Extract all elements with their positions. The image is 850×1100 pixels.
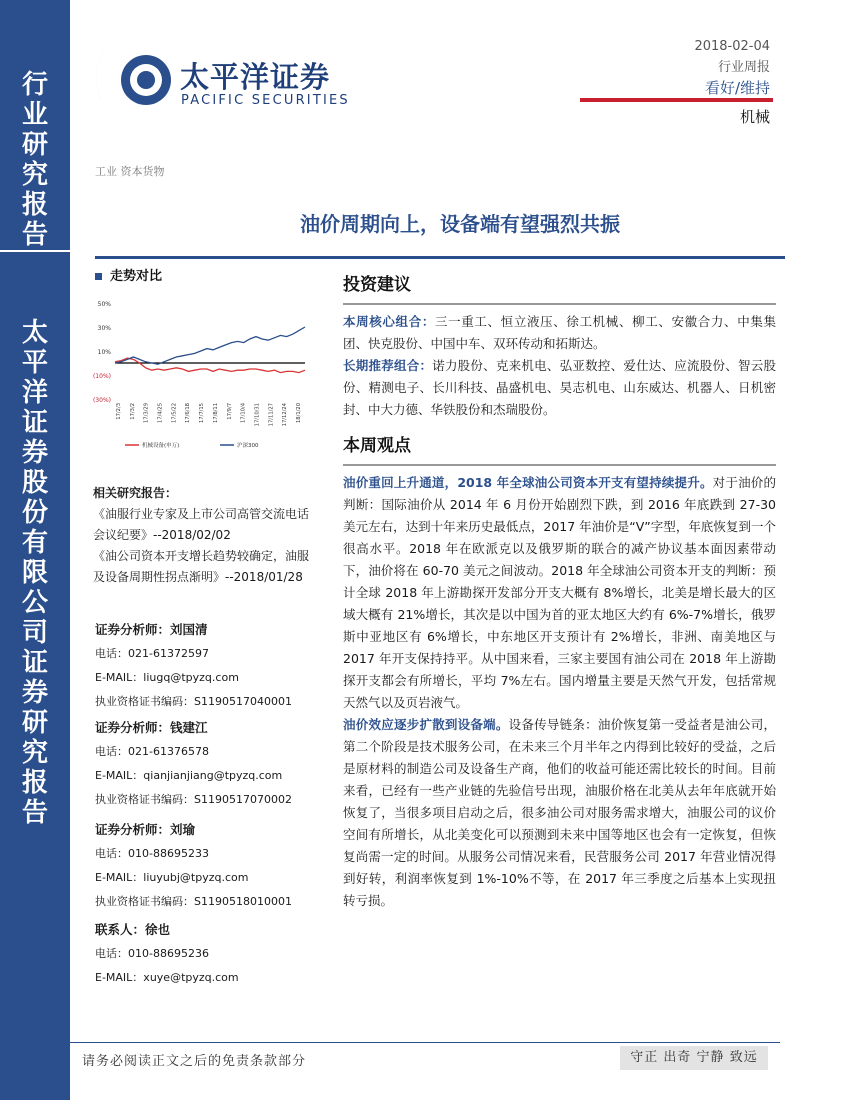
analyst-phone: 电话：021-61372597 [95, 647, 209, 660]
square-bullet-icon [95, 273, 102, 280]
x-tick-label: 17/2/3 [116, 403, 122, 420]
legend-label: 机械设备(申万) [142, 443, 180, 449]
invest-heading: 投资建议 [343, 275, 411, 295]
analyst-license: 执业资格证书编码：S1190517040001 [95, 695, 292, 708]
core-portfolio [343, 311, 776, 355]
view-paragraph-1 [343, 472, 776, 714]
disclaimer-text: 请务必阅读正文之后的免责条款部分 [82, 1054, 307, 1069]
related-reports [93, 483, 318, 588]
x-tick-label: 17/10/4 [240, 403, 247, 423]
sidebar-company-label: 太平洋证券股份有限公司证券研究报告 [21, 318, 48, 828]
trend-section [95, 265, 320, 284]
long-portfolio-label: 长期推荐组合： [343, 358, 433, 373]
sidebar [0, 0, 70, 1100]
view-paragraph-2-lead: 油价效应逐步扩散到设备端。 [343, 717, 509, 732]
logo-english-name: PACIFIC SECURITIES [181, 93, 350, 108]
x-tick-label: 17/11/27 [268, 403, 275, 427]
y-tick-label: 30% [97, 325, 111, 332]
analyst-name: 刘国清 [170, 622, 208, 637]
analyst-email: E-MAIL：liugq@tpyzq.com [95, 671, 239, 684]
contact-name: 徐也 [145, 922, 171, 937]
analyst-email: E-MAIL：liuyubj@tpyzq.com [95, 871, 249, 884]
x-tick-label: 17/6/18 [185, 403, 192, 423]
sector-label: 工业 资本货物 [95, 165, 165, 178]
analyst-name-line [95, 716, 320, 740]
invest-rule [343, 303, 776, 305]
view-paragraph-2 [343, 714, 776, 912]
y-tick-label: (10%) [92, 373, 111, 380]
x-tick-label: 17/4/25 [157, 403, 164, 423]
y-tick-label: 50% [97, 301, 111, 308]
trend-heading-text: 走势对比 [110, 269, 163, 284]
title-rule [95, 256, 785, 259]
analyst-name: 钱建江 [170, 720, 208, 735]
header-red-rule [580, 98, 773, 102]
contact-phone: 电话：010-88695236 [95, 947, 209, 960]
analyst-name: 刘瑜 [170, 822, 196, 837]
contact-role: 联系人： [95, 922, 146, 937]
analyst-role: 证券分析师： [95, 622, 171, 637]
sidebar-divider [0, 250, 70, 252]
industry-label: 机械 [739, 108, 770, 126]
company-motto: 守正 出奇 宁静 致远 [620, 1046, 768, 1070]
main-content [343, 270, 776, 912]
analyst-role: 证券分析师： [95, 720, 171, 735]
core-portfolio-label: 本周核心组合： [343, 314, 435, 329]
view-paragraph-2-text: 设备传导链条：油价恢复第一受益者是油公司，第二个阶段是技术服务公司，在未来三个月半年之内得到比较好的受益，之后是原材料的制造公司及设备生产商，他们的收益可能还需比较长的时间。目前来看，已经有一些产业链的先验信号出现，油服价格在北美从去年年底就开始恢复了，当很多项目启动之后，很多油公司对服务需求增大，油服公司的议价空间有所增长，从北美变化可以预测到未来中国等地区也会有一定恢复，但恢复尚需一定的时间。从服务公司情况来看，民营服务公司 2017 年营业情况得到好转，利润率恢复到 1%-10%不等，在 2017 年三季度之后基本上实现扭转亏损。 [343, 717, 776, 908]
report-date: 2018-02-04 [694, 39, 770, 54]
core-portfolio-text: 三一重工、恒立液压、徐工机械、柳工、安徽合力、中集集团、快克股份、中国中车、双环传动和拓斯达。 [343, 314, 776, 351]
trend-heading [95, 265, 320, 284]
x-tick-label: 17/7/15 [199, 403, 206, 423]
trend-chart [85, 293, 315, 463]
y-tick-label: (30%) [92, 397, 111, 404]
analyst-name-line [95, 818, 320, 842]
x-tick-label: 17/3/2 [129, 403, 136, 420]
analyst-role: 证券分析师： [95, 822, 171, 837]
legend-label: 沪深300 [237, 443, 259, 449]
related-item-1: 《油服行业专家及上市公司高管交流电话会议纪要》--2018/02/02 [93, 507, 310, 542]
analyst-license: 执业资格证书编码：S1190517070002 [95, 793, 292, 806]
view-paragraph-1-text: 对于油价的判断：国际油价从 2014 年 6 月份开始剧烈下跌，到 2016 年底跌到 27-30 美元左右，达到十年来历史最低点，2017 年油价是“V”字型，年底恢复到一个很高水平。2018 年在欧派克以及俄罗斯的联合的减产协议基本面因素带动下，油价将在 60-70 美元之间波动。2018 年全球油公司资本开支的判断：预计全球 2018 年上游勘探开发部分开支大概有 8%增长，北美是增长最大的区域大概有 21%增长，其次是以中国为首的亚太地区大约有 6%-7%增长，俄罗斯中亚地区有 6%增长，中东地区开支预计有 2%增长，非洲、南美地区与 2017 年开支保持持平。从中国来看，三家主要国有油公司在 2018 年上游勘探开支都会有所增长，平均 7%左右。国内增量主要是天然气开发，包括常规天然气以及页岩液气。 [343, 475, 776, 710]
report-meta [694, 36, 770, 99]
x-tick-label: 17/8/11 [212, 403, 219, 423]
view-heading: 本周观点 [343, 436, 411, 456]
x-tick-label: 18/1/20 [296, 403, 302, 423]
analyst-license: 执业资格证书编码：S1190518010001 [95, 895, 292, 908]
contact-block [95, 918, 320, 990]
report-type: 行业周报 [717, 60, 770, 75]
contact-name-line [95, 918, 320, 942]
analyst-name-line [95, 618, 320, 642]
sidebar-report-category: 行业研究报告 [21, 70, 48, 250]
report-title: 油价周期向上，设备端有望强烈共振 [300, 212, 620, 236]
x-tick-label: 17/10/31 [254, 403, 261, 427]
related-heading: 相关研究报告： [93, 486, 178, 500]
analyst-block-3 [95, 818, 320, 914]
x-tick-label: 17/12/24 [282, 403, 289, 427]
contact-email: E-MAIL：xuye@tpyzq.com [95, 971, 239, 984]
analyst-phone: 电话：021-61376578 [95, 745, 209, 758]
analyst-block-2 [95, 716, 320, 812]
related-item-2: 《油公司资本开支增长趋势较确定，油服及设备周期性拐点渐明》--2018/01/28 [93, 549, 310, 584]
series-line-2 [115, 327, 305, 364]
view-paragraph-1-lead: 油价重回上升通道，2018 年全球油公司资本开支有望持续提升。 [343, 475, 713, 490]
y-tick-label: 10% [97, 349, 111, 356]
analyst-email: E-MAIL：qianjianjiang@tpyzq.com [95, 769, 283, 782]
analyst-phone: 电话：010-88695233 [95, 847, 209, 860]
analyst-block-1 [95, 618, 320, 714]
rating-label: 看好/维持 [704, 79, 770, 97]
x-tick-label: 17/3/29 [143, 403, 150, 423]
long-portfolio-text: 诺力股份、克来机电、弘亚数控、爱仕达、应流股份、智云股份、精测电子、长川科技、晶盛机电、昊志机电、山东威达、机器人、日机密封、中大力德、华铁股份和杰瑞股份。 [343, 358, 776, 417]
logo-chinese-name: 太平洋证券 [180, 60, 331, 94]
x-tick-label: 17/9/7 [226, 403, 233, 420]
view-rule [343, 464, 776, 466]
long-portfolio [343, 355, 776, 421]
x-tick-label: 17/5/22 [171, 403, 178, 423]
footer-rule [70, 1042, 780, 1043]
